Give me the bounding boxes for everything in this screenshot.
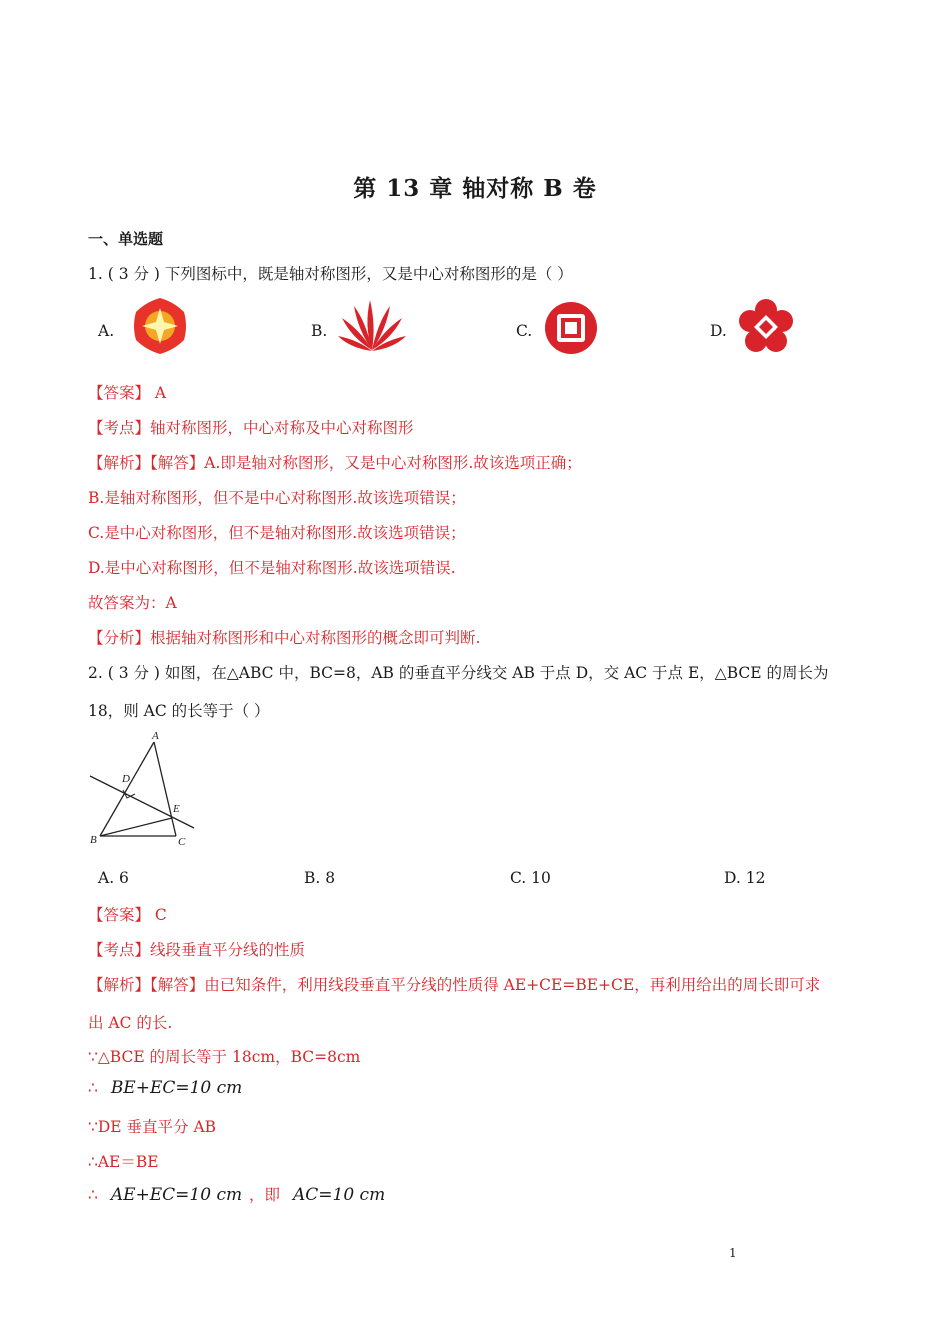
q2-analysis-line2: 出 AC 的长. [88, 1014, 173, 1032]
q1-analysis-line: C.是中心对称图形，但不是轴对称图形.故该选项错误； [88, 524, 466, 542]
q1-option-d-label: D. [710, 322, 727, 340]
therefore-symbol: ∴ [88, 1186, 98, 1204]
point-label-d: D [122, 773, 130, 785]
q1-option-a-label: A. [98, 322, 115, 340]
q2-step3: ∵DE 垂直平分 AB [88, 1118, 217, 1136]
q1-option-b-label: B. [311, 322, 328, 340]
triangle-figure [86, 728, 202, 850]
q2-point: 【考点】线段垂直平分线的性质 [88, 941, 306, 959]
q1-analysis-line: D.是中心对称图形，但不是轴对称图形.故该选项错误. [88, 559, 456, 577]
square-ring-icon [543, 300, 599, 356]
star-hexagon-icon [128, 294, 192, 358]
q2-step5 [88, 1183, 385, 1205]
q2-option-c: C. 10 [510, 869, 551, 887]
q2-answer: 【答案】 C [88, 906, 167, 924]
q1-fenxi: 【分析】根据轴对称图形和中心对称图形的概念即可判断. [88, 629, 481, 647]
q2-option-b: B. 8 [304, 869, 336, 887]
section-heading: 一、单选题 [88, 230, 164, 248]
q2-step1: ∵△BCE 的周长等于 18cm，BC=8cm [88, 1048, 361, 1066]
q2-stem-line2: 18，则 AC 的长等于（ ） [88, 702, 270, 720]
math-expression: BE+EC=10 cm [110, 1078, 243, 1098]
q2-option-a: A. 6 [98, 869, 129, 887]
q1-analysis-line: 故答案为：A [88, 594, 177, 612]
math-expression: AC=10 cm [292, 1185, 386, 1205]
vertex-label-b: B [90, 834, 97, 846]
q1-answer: 【答案】 A [88, 384, 167, 402]
q1-point: 【考点】轴对称图形，中心对称及中心对称图形 [88, 419, 414, 437]
q2-step2 [88, 1078, 242, 1098]
q1-option-c-label: C. [516, 322, 533, 340]
math-expression: AE+EC=10 cm [110, 1185, 243, 1205]
rose-flower-icon [737, 298, 795, 356]
q2-stem-line1: 2. ( 3 分 ) 如图，在△ABC 中，BC=8，AB 的垂直平分线交 AB 于点 D，交 AC 于点 E，△BCE 的周长为 [88, 664, 829, 682]
page-title: 第 13 章 轴对称 B 卷 [353, 175, 597, 202]
q2-option-d: D. 12 [724, 869, 766, 887]
petal-fan-icon [336, 296, 408, 354]
page-number: 1 [729, 1246, 737, 1260]
q1-analysis-line: 【解析】【解答】A.即是轴对称图形，又是中心对称图形.故该选项正确； [88, 454, 582, 472]
vertex-label-a: A [152, 730, 159, 742]
q2-analysis-line1: 【解析】【解答】由已知条件，利用线段垂直平分线的性质得 AE+CE=BE+CE，再利用给出的周长即可求 [88, 976, 821, 994]
q1-analysis-line: B.是轴对称图形，但不是中心对称图形.故该选项错误； [88, 489, 466, 507]
point-label-e: E [173, 803, 180, 815]
q2-step4: ∴AE＝BE [88, 1153, 159, 1171]
vertex-label-c: C [178, 836, 186, 848]
connector-text: ，即 [249, 1186, 281, 1204]
q1-stem: 1. ( 3 分 ) 下列图标中，既是轴对称图形，又是中心对称图形的是（ ） [88, 265, 573, 283]
therefore-symbol: ∴ [88, 1079, 98, 1097]
